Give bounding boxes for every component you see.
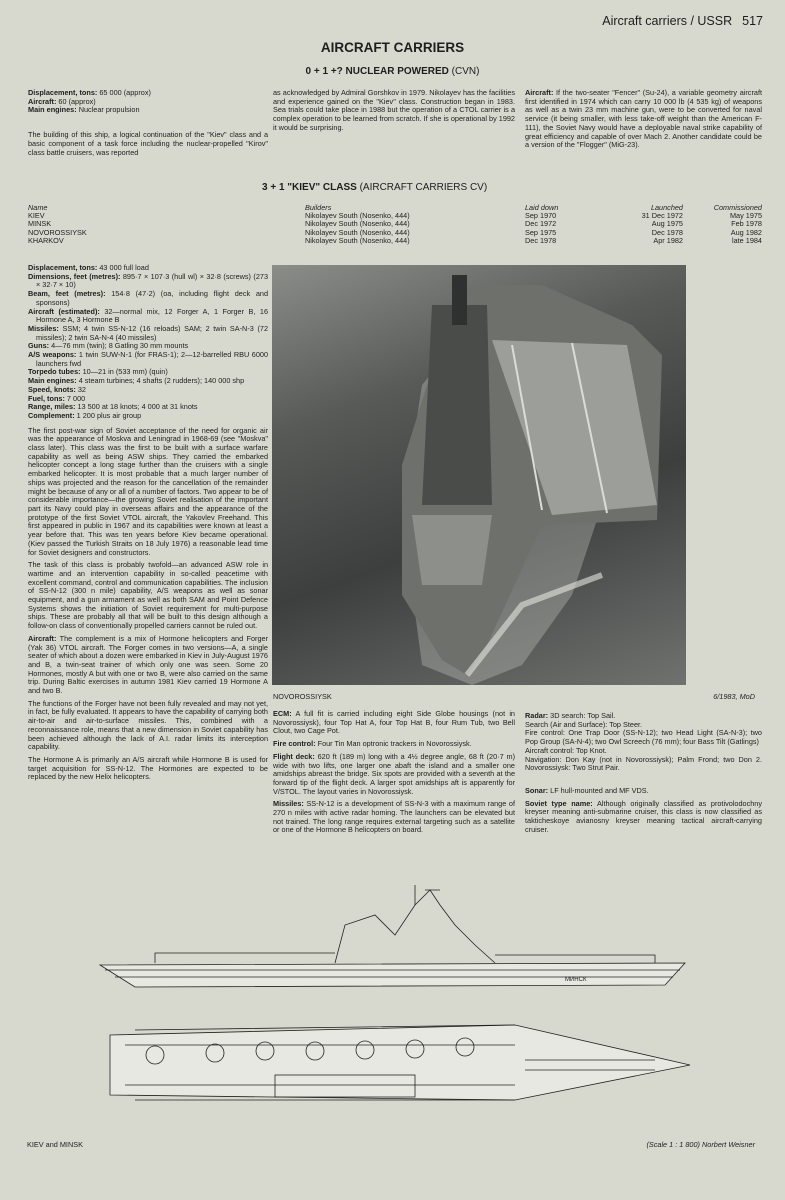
table-cell: KHARKOV	[28, 235, 64, 245]
paragraph	[28, 635, 268, 696]
paragraph-text: SS-N-12 is a development of SS-N-3 with a maximum range of 270 n miles with active radar homing. The launchers can be elevated but not trained. The long range requires external targeting such as a satellite or one of the Hormone B helicopters on board.	[273, 799, 515, 835]
nuclear-heading-bold: 0 + 1 +? NUCLEAR POWERED	[305, 66, 449, 77]
spec-item-text: 32—normal mix, 12 Forger A, 1 Forger B, 16 Hormone A, 3 Hormone B	[36, 306, 268, 325]
page-title: AIRCRAFT CARRIERS	[320, 40, 465, 55]
table-cell: Commissioned	[713, 203, 762, 212]
table-cell: Name	[28, 203, 48, 212]
paragraph	[28, 427, 268, 558]
table-cell: May 1975	[729, 211, 762, 221]
table-cell: Nikolayev South (Nosenko, 444)	[305, 219, 410, 229]
paragraph	[28, 561, 268, 631]
paragraph	[273, 800, 515, 835]
nuclear-specs	[28, 89, 268, 161]
nuclear-col-right	[525, 89, 762, 154]
table-row	[28, 237, 762, 245]
paragraph	[525, 787, 762, 796]
table-cell: late 1984	[731, 235, 762, 245]
paragraph	[273, 753, 515, 797]
spec-item-text: 1 200 plus air group	[76, 410, 142, 420]
spec-item-text: Nuclear propulsion	[78, 105, 140, 115]
table-cell: MINSK	[28, 219, 52, 229]
spec-item-label: Beam, feet (metres):	[28, 289, 106, 299]
photo-credit: 6/1983, MoD	[713, 692, 755, 701]
radar-line	[525, 756, 762, 773]
spec-item	[28, 351, 268, 368]
paragraph-label: ECM:	[273, 709, 292, 718]
spec-item	[28, 308, 268, 325]
paragraph	[273, 710, 515, 736]
spec-item-label: Dimensions, feet (metres):	[28, 271, 121, 281]
nuclear-heading-type: (CVN)	[451, 66, 480, 77]
paragraph-label: Sonar:	[525, 785, 549, 795]
spec-item-label: Torpedo tubes:	[28, 367, 81, 377]
paragraph-text: The first post-war sign of Soviet acceptance of the need for organic air was the appearance of Moskva and Leningrad in 1968-69 (see "Moskva" class later). This class was the first to be built with a surface warfare capability as well as being ASW ships. They carried the embarked helicopter concept a long stage further than the cruisers with a single embarked helicopter. It is most probable that a much larger number of ships was projected and the reason for the cancellation of the remainder might be because of any or all of a number of factors. Two appear to be of considerable importance—the growing Soviet realisation of the important part its Navy could play in overseas affairs and the appearance of the prototype of the first Soviet VTOL aircraft, the Yakovlev Freehand. This first appeared in public in 1967 and its capabilities were known at least a year before that. This was ten years before Kiev became operational. (Kiev passed the Turkish Straits on 18 July 1976) a reasonable lead time for Soviet designers and constructors.	[28, 425, 268, 557]
table-cell: Aug 1982	[730, 227, 762, 237]
kiev-specs	[28, 264, 268, 421]
table-cell: Dec 1978	[525, 235, 557, 245]
radar-line-text: Navigation: Don Kay (not in Novorossiysk); Palm Frond; two Don 2. Novorossiysk: Two Strut Pair.	[525, 754, 762, 773]
spec-item	[28, 106, 268, 115]
paragraph-label: Fire control:	[273, 739, 316, 749]
paragraph-label: Soviet type name:	[525, 798, 593, 808]
paragraph-label: Missiles:	[273, 799, 304, 809]
table-cell: KIEV	[28, 211, 45, 221]
table-cell: Dec 1972	[525, 219, 557, 229]
table-cell: Laid down	[525, 203, 559, 212]
spec-item-label: Fuel, tons:	[28, 393, 65, 403]
spec-item	[28, 273, 268, 290]
radar-line	[525, 729, 762, 746]
table-cell: Nikolayev South (Nosenko, 444)	[305, 211, 410, 221]
aircraft-text: If the two-seater "Fencer" (Su-24), a variable geometry aircraft first identified in 1974 which can carry 10 000 lb (4 535 kg) of weapons as well as a twin 23 mm machine gun, were to be converted for naval service (it being smaller, with less take-off weight than the American F-111), the Soviet Navy would have a deployable naval strike capability of great efficiency and capable of over Mach 2. Another candidate could be a version of the "Flogger" (MiG-23).	[525, 88, 762, 150]
paragraph-text: A full fit is carried including eight Side Globe housings (not in Novorossiysk), four Top Hat A, four Top Hat B, four Rum Tub, two Bell Clout, two Cage Pot.	[273, 709, 515, 736]
spec-item-label: Speed, knots:	[28, 384, 76, 394]
spec-item-label: Main engines:	[28, 376, 77, 386]
spec-item-label: Displacement, tons:	[28, 88, 98, 97]
table-cell: Dec 1978	[651, 227, 683, 237]
paragraph-text: The task of this class is probably twofold—an advanced ASW role in wartime and an intervention capability in so-called peacetime with excellent command, control and communication capabilities. The inclusion of SS-N-12 (300 n mile) capability, A/S weapons as well as sonar equipment, and a gun armament as well as both SAM and Point Defence Systems shows the initiation of Soviet requirement for multi-purpose ships. These are probably all that will be built to this design although a follow-on class of conventionally propelled carriers cannot be ruled out.	[28, 560, 268, 631]
spec-item-text: SSM; 4 twin SS-N-12 (16 reloads) SAM; 2 twin SA-N-3 (72 missiles); 2 twin SA-N-4 (40 missiles)	[36, 323, 268, 342]
paragraph-text: 620 ft (189 m) long with a 4½ degree angle, 68 ft (20·7 m) wide with two lifts, one larger one abaft the island and a smaller one amidships abreast the bridge. Six spots are provided with a seventh at the forward tip of the flight deck. A larger spot amidships aft is apparently for V/STOL. The layout varies in Novorossiysk.	[273, 751, 515, 796]
table-cell: Nikolayev South (Nosenko, 444)	[305, 227, 410, 237]
nuclear-para-mid: as acknowledged by Admiral Gorshkov in 1979. Nikolayev has the facilities and experience gained on the "Kiev" class. Construction began in 1983. Sea trials could take place in 1988 but the operation of a CTOL carrier is a complex operation to be learned from scratch. If she is operational by 1992 it would be surprising.	[273, 88, 515, 132]
table-cell: NOVOROSSIYSK	[28, 227, 87, 237]
kiev-heading-type: (AIRCRAFT CARRIERS CV)	[359, 182, 488, 193]
spec-item-text: 13 500 at 18 knots; 4 000 at 31 knots	[77, 402, 198, 412]
radar-line-text: Aircraft control: Top Knot.	[525, 745, 607, 755]
table-cell: Apr 1982	[653, 235, 683, 245]
paragraph	[28, 756, 268, 782]
spec-item-label: Guns:	[28, 341, 50, 351]
kiev-heading-bold: 3 + 1 "KIEV" CLASS	[262, 182, 357, 193]
kiev-left-column	[28, 264, 268, 786]
spec-item-text: 4 steam turbines; 4 shafts (2 rudders); 140 000 shp	[78, 376, 245, 386]
radar-line-text: Fire control: One Trap Door (SS-N-12); two Head Light (SA-N-3); two Pop Group (SA-N-4); two Owl Screech (76 mm); four Bass Tilt (Gatlings)	[525, 728, 762, 747]
spec-item-label: Aircraft:	[28, 96, 57, 106]
spec-item-text: 4—76 mm (twin); 8 Gatling 30 mm mounts	[51, 341, 189, 351]
kiev-mid-text	[273, 710, 515, 839]
table-cell: Nikolayev South (Nosenko, 444)	[305, 235, 410, 245]
spec-item	[28, 412, 268, 421]
spec-item-label: Complement:	[28, 410, 75, 420]
spec-item-text: 43 000 full load	[99, 263, 149, 272]
paragraph-label: Flight deck:	[273, 751, 315, 761]
paragraph-text: The Hormone A is primarily an A/S aircraft while Hormone B is used for target acquisition for SS-N-12. The Hormones are expected to be replaced by the new Helix helicopters.	[28, 754, 268, 782]
spec-item	[28, 325, 268, 342]
radar-label: Radar:	[525, 711, 549, 720]
radar-line-text: 3D search: Top Sail.	[550, 711, 616, 720]
paragraph-text: Four Tin Man optronic trackers in Novorossiysk.	[317, 739, 472, 749]
paragraph-text: The complement is a mix of Hormone helicopters and Forger (Yak 36) VTOL aircraft. The Forger comes in two versions—A, a single seater of which about a dozen were embarked in Kiev in July-August 1976 and B, a twin-seat trainer of which only one was seen. Some 20 Hormones, mostly A but with one or two B, were also carried on the same trip. During Baltic exercises in autumn 1981 Kiev carried 19 Hormone A and two B.	[28, 633, 268, 696]
table-cell: Sep 1970	[525, 211, 557, 221]
spec-item-text: 154·8 (47·2) (oa, including flight deck and sponsons)	[36, 289, 269, 307]
ship-photo	[272, 265, 686, 685]
spec-item-text: 1 twin SUW-N-1 (for FRAS-1); 2—12-barrelled RBU 6000 launchers fwd	[36, 350, 269, 368]
radar-line-text: Search (Air and Surface): Top Steer.	[525, 719, 643, 729]
ships-table	[28, 204, 762, 245]
spec-item-text: 7 000	[66, 393, 86, 403]
table-cell: Launched	[650, 203, 683, 212]
radar-section	[525, 712, 762, 838]
paragraph-text: Although originally classified as protivolodochny kreyser meaning anti-submarine cruiser, this class is now classified as takticheskoye avianosny kreyser meaning tactical aircraft-carrying cruiser.	[525, 798, 762, 834]
spec-item	[28, 290, 268, 307]
spec-item-text: 32	[77, 384, 86, 394]
ship-line-drawing	[95, 885, 695, 1135]
spec-item-text: 60 (approx)	[58, 96, 96, 106]
spec-item-text: 10—21 in (533 mm) (quin)	[82, 367, 168, 377]
spec-item-text: 895·7 × 107·3 (hull wl) × 32·8 (screws) (273 × 32·7 × 10)	[36, 271, 269, 290]
running-head	[592, 14, 763, 28]
spec-item-label: Range, miles:	[28, 402, 76, 412]
paragraph	[28, 700, 268, 752]
aircraft-label: Aircraft:	[525, 88, 554, 97]
spec-item-text: 65 000 (approx)	[99, 88, 151, 97]
paragraph	[273, 740, 515, 749]
spec-item-label: Missiles:	[28, 323, 59, 333]
page-number: 517	[742, 14, 763, 28]
kiev-heading	[262, 182, 487, 194]
kiev-left-text	[28, 427, 268, 782]
table-cell: Builders	[305, 203, 332, 212]
spec-item-label: A/S weapons:	[28, 350, 77, 360]
hull-name-text: МИНСК	[565, 977, 587, 983]
table-cell: Sep 1975	[525, 227, 557, 237]
table-cell: Aug 1975	[651, 219, 683, 229]
drawing-credit: (Scale 1 : 1 800) Norbert Weisner	[646, 1140, 755, 1149]
paragraph-label: Aircraft:	[28, 633, 57, 643]
spec-item-label: Aircraft (estimated):	[28, 306, 100, 316]
nuclear-para-left: The building of this ship, a logical continuation of the "Kiev" class and a basic component of a task force including the nuclear-propelled "Kirov" class battle cruisers, was reported	[28, 130, 268, 157]
spec-item-label: Main engines:	[28, 105, 77, 115]
drawing-caption: KIEV and MINSK	[27, 1140, 83, 1149]
carrier-photo-illustration	[272, 265, 686, 685]
paragraph-text: The functions of the Forger have not been fully revealed and may not yet, in fact, be fully evaluated. It appears to have the capability of carrying both air-to-air and air-to-surface missiles. This, combined with a reconnaissance role, means that a new dimension in Soviet capability has been achieved although the lack of A.I. radar limits its interception capability.	[28, 698, 268, 752]
paragraph	[525, 800, 762, 835]
photo-caption: NOVOROSSIYSK	[273, 692, 332, 701]
paragraph-text: LF hull-mounted and MF VDS.	[550, 785, 649, 795]
running-head-section: Aircraft carriers / USSR	[602, 14, 733, 28]
table-cell: 31 Dec 1972	[641, 211, 683, 221]
nuclear-heading	[0, 66, 785, 77]
table-cell: Feb 1978	[731, 219, 762, 229]
spec-item-label: Displacement, tons:	[28, 263, 98, 272]
nuclear-col-mid	[273, 89, 515, 137]
